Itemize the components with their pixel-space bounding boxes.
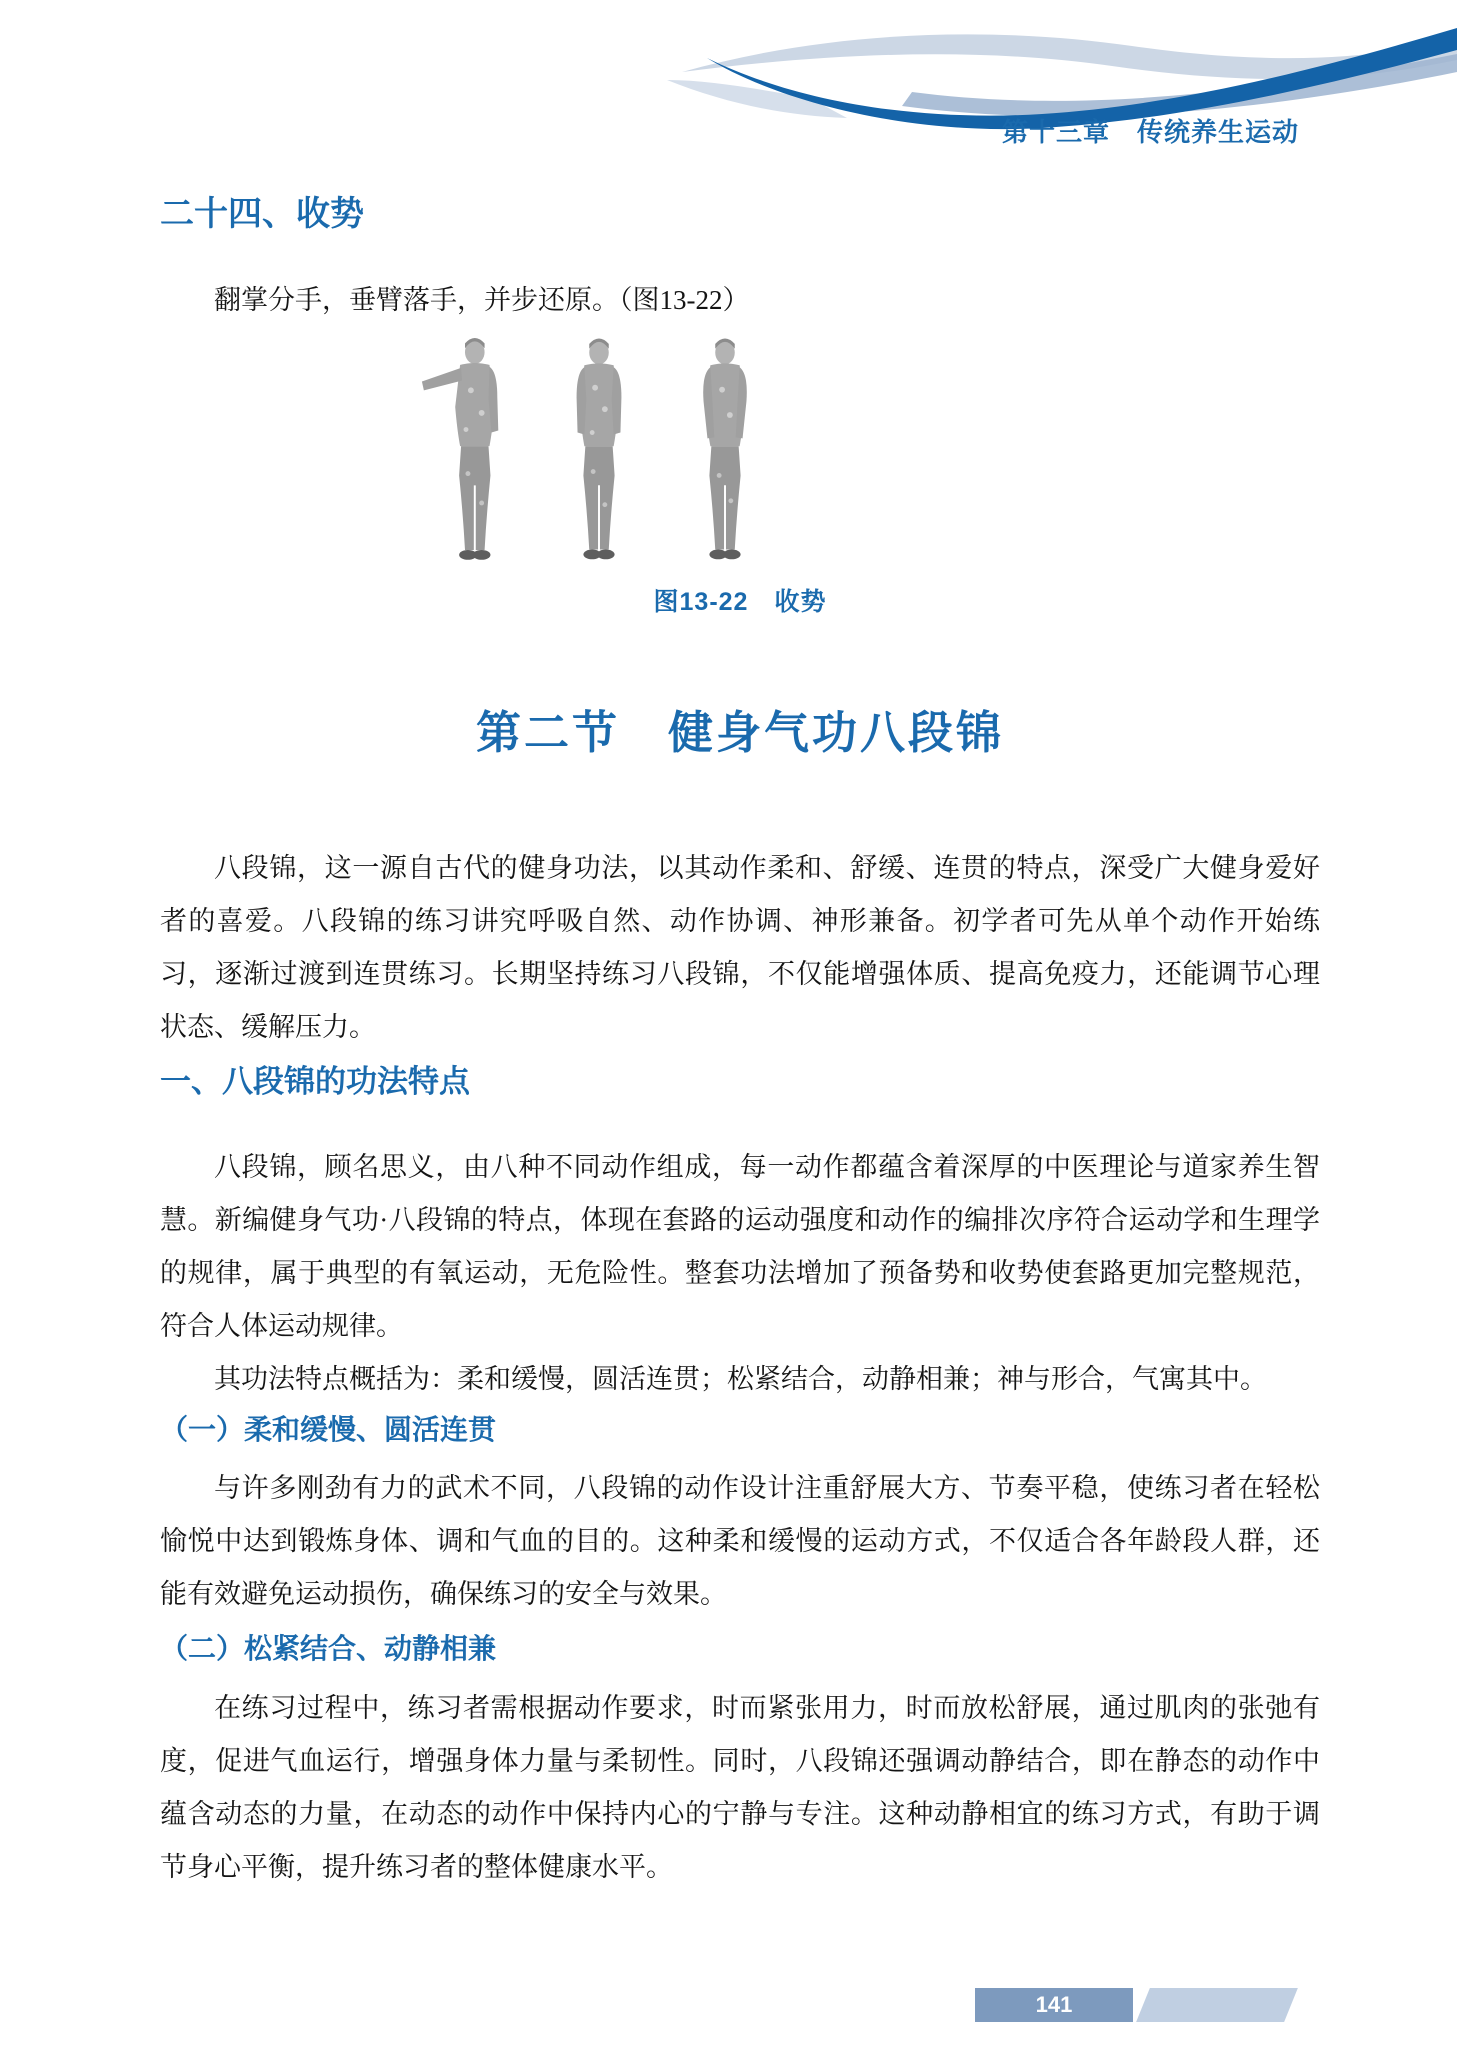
- point-1-paragraph: 与许多刚劲有力的武术不同，八段锦的动作设计注重舒展大方、节奏平稳，使练习者在轻松愉悦中达到锻炼身体、调和气血的目的。这种柔和缓慢的运动方式，不仅适合各年龄段人群，还能有效避免运动损伤，确保练习的安全与效果。: [160, 1473, 1320, 1609]
- page-content: [0, 192, 1457, 1894]
- person-pose-1-image: [418, 334, 512, 574]
- person-pose-3-image: [686, 334, 764, 574]
- section-2-intro-paragraph: 八段锦，这一源自古代的健身功法，以其动作柔和、舒缓、连贯的特点，深受广大健身爱好者的喜爱。八段锦的练习讲究呼吸自然、动作协调、神形兼备。初学者可先从单个动作开始练习，逐渐过渡到连贯练习。长期坚持练习八段锦，不仅能增强体质、提高免疫力，还能调节心理状态、缓解压力。: [160, 853, 1320, 1042]
- subsection-1-paragraph-2: 其功法特点概括为：柔和缓慢，圆活连贯；松紧结合，动静相兼；神与形合，气寓其中。: [214, 1364, 1267, 1394]
- figure-13-22-caption: 图13-22 收势: [653, 588, 827, 616]
- point-2-paragraph: 在练习过程中，练习者需根据动作要求，时而紧张用力，时而放松舒展，通过肌肉的张弛有度，促进气血运行，增强身体力量与柔韧性。同时，八段锦还强调动静结合，即在静态的动作中蕴含动态的力量，在动态的动作中保持内心的宁静与专注。这种动静相宜的练习方式，有助于调节身心平衡，提升练习者的整体健康水平。: [160, 1693, 1320, 1882]
- subsection-1-heading: 一、八段锦的功法特点: [160, 1064, 470, 1099]
- page-footer: [975, 1988, 1291, 2022]
- page-number: 141: [1035, 1992, 1073, 2017]
- point-1-heading: （一）柔和缓慢、圆活连贯: [160, 1414, 497, 1445]
- chapter-running-head: 第十三章 传统养生运动: [1001, 117, 1299, 147]
- figure-13-22: [418, 334, 1320, 574]
- subsection-24-heading: 二十四、收势: [160, 195, 364, 233]
- page-number-badge: [975, 1988, 1133, 2022]
- section-2-title: 第二节 健身气功八段锦: [475, 707, 1004, 758]
- subsection-24-paragraph: 翻掌分手，垂臂落手，并步还原。（图13-22）: [214, 285, 750, 315]
- subsection-1-paragraph-1: 八段锦，顾名思义，由八种不同动作组成，每一动作都蕴含着深厚的中医理论与道家养生智慧。新编健身气功·八段锦的特点，体现在套路的运动强度和动作的编排次序符合运动学和生理学的规律，属于典型的有氧运动，无危险性。整套功法增加了预备势和收势使套路更加完整规范，符合人体运动规律。: [160, 1152, 1320, 1341]
- person-pose-2-image: [560, 334, 638, 574]
- footer-decoration-tab: [1136, 1988, 1298, 2022]
- point-2-heading: （二）松紧结合、动静相兼: [160, 1633, 497, 1664]
